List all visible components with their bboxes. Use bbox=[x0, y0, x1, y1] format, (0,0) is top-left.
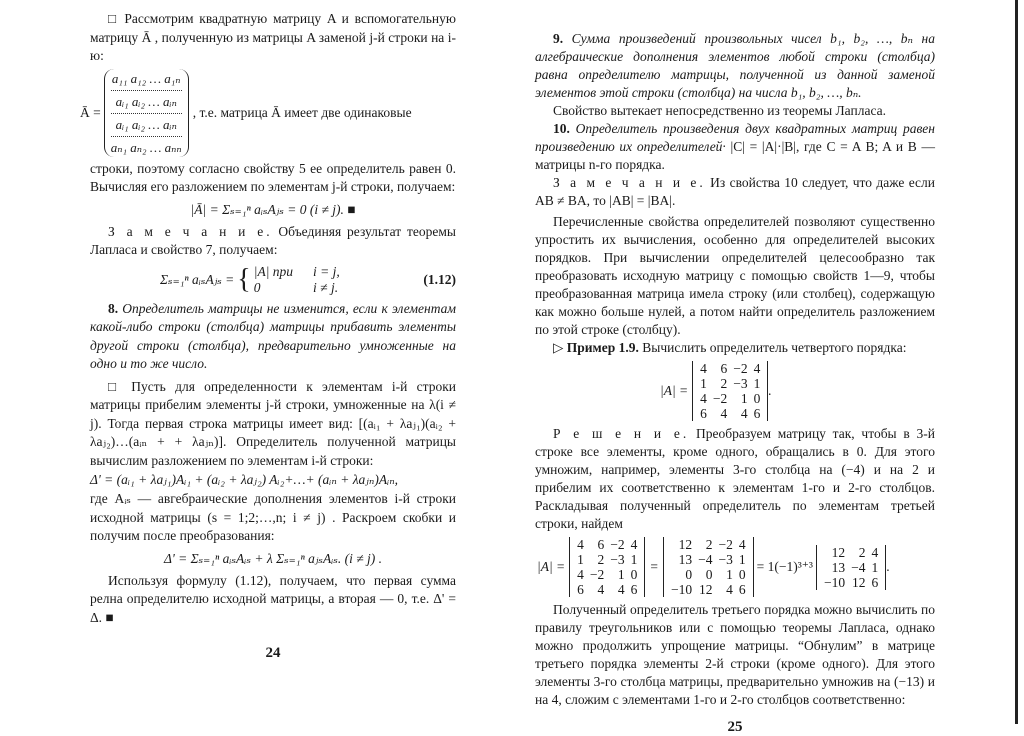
remark-paragraph bbox=[535, 174, 935, 210]
matrix-B bbox=[663, 537, 754, 597]
paragraph-simplification: Перечисленные свойства определителей позволяют существенно упростить их вычисления, особенно для определителей высоких порядков. При вычислении определителей целесообразно так преобразовать исходную матрицу с помощью свойств 1—9, чтобы преобразованная матрица имела строку (или столбец), содержащую как можно больше нулей, а потом найти определитель разложением по этой строке (столбцу). bbox=[535, 214, 935, 337]
matrix-cell: 1 bbox=[738, 552, 746, 567]
left-page bbox=[80, 10, 456, 662]
matrix-cell: 1 bbox=[726, 567, 733, 582]
matrix-row: aₙ₁ aₙ₂ … aₙₙ bbox=[110, 139, 182, 155]
determinant-A: |A| = 4 6 −2 4 1 2 −3 1 4 −2 1 0 6 4 4 6 . bbox=[660, 361, 772, 421]
property-8 bbox=[90, 300, 456, 374]
paragraph-conclusion: Используя формулу (1.12), получаем, что первая сумма релна определителю исходной матрицы, а вторая — 0, т.е. Δ' = Δ. ■ bbox=[90, 572, 456, 625]
matrix-cell: 1 bbox=[753, 376, 761, 391]
matrix-cell: 1 bbox=[577, 552, 584, 567]
matrix-cell: −10 bbox=[823, 574, 846, 590]
property-number: 10. bbox=[553, 121, 570, 136]
matrix-cell: 1 bbox=[630, 552, 638, 567]
cofactor-factor: = 1(−1)³⁺³ bbox=[756, 559, 813, 574]
matrix-cell: 13 bbox=[831, 559, 846, 575]
matrix-cell: 0 bbox=[738, 567, 746, 582]
matrix-cell: 0 bbox=[630, 567, 638, 582]
matrix-cell: 4 bbox=[700, 361, 707, 376]
matrix-note: , т.е. матрица Ā имеет две одинаковые bbox=[192, 104, 412, 120]
matrix-A bbox=[569, 537, 645, 597]
property-9 bbox=[535, 30, 935, 102]
formula-delta-prime: Δ' = (aᵢ₁ + λaⱼ₁)Aᵢ₁ + (aᵢ₂ + λaⱼ₂) Aᵢ₂+…+ (aᵢₙ + λaⱼₙ)Aᵢₙ, bbox=[90, 472, 399, 487]
example-text: Вычислить определитель четвертого порядка: bbox=[638, 340, 907, 355]
page-number: 25 bbox=[727, 719, 743, 735]
matrix-A bbox=[692, 361, 768, 421]
matrix-cell: 4 bbox=[617, 582, 625, 597]
matrix-cell: 1 bbox=[740, 391, 748, 406]
condition-1: i = j, bbox=[313, 263, 340, 279]
page-edge bbox=[1015, 0, 1018, 724]
matrix-cell: 6 bbox=[720, 361, 728, 376]
equals-sign: = bbox=[650, 559, 659, 574]
paragraph-cofactors: где Aᵢₛ — авгебраические дополнения элементов i-й строки исходной матрицы (s = 1;2;…,n; i ≠ j) . Раскроем скобки и получим после преобразования: bbox=[90, 491, 456, 543]
remark-label: З а м е ч а н и е. bbox=[553, 175, 706, 190]
matrix-cell: −2 bbox=[610, 537, 625, 552]
matrix-cell: 6 bbox=[738, 582, 746, 597]
case-1: |A| при bbox=[253, 263, 294, 279]
solution-paragraph bbox=[535, 425, 935, 533]
solution-equation: |A| = 4 6 −2 4 1 2 −3 1 4 −2 1 0 6 4 4 6 = 12 2 −2 4 13 −4 −3 1 0 0 1 0 −10 12 4 6 = 1(−1)³⁺³ 12 2 4 13 −4 1 −10 12 6 . bbox=[537, 537, 890, 597]
paragraph-rows-equal: строки, поэтому согласно свойству 5 ее определитель равен 0. Вычисляя его разложением по элементам j-й строки, получаем: bbox=[90, 160, 456, 194]
matrix-cell: 13 bbox=[678, 552, 693, 567]
matrix-cell: 0 bbox=[685, 567, 693, 582]
matrix-cell: −10 bbox=[671, 582, 693, 597]
matrix-row: aᵢ₁ aᵢ₂ … aᵢₙ bbox=[115, 93, 177, 109]
matrix-row: a₁₁ a₁₂ … a₁ₙ bbox=[111, 70, 181, 86]
matrix-cell: 12 bbox=[851, 574, 866, 590]
matrix-cell: 6 bbox=[753, 406, 761, 421]
matrix-cell: −4 bbox=[851, 559, 866, 575]
property-text: Сумма произведений произвольных чисел b₁, b₂, …, bₙ на алгебраические дополнения элементов любой строки (столбца) равна определителю матрицы, полученной из данной заменой элементов этой строки (столбца) на числа b₁, b₂, …, bₙ. bbox=[535, 31, 935, 100]
matrix-cell: 4 bbox=[753, 361, 761, 376]
matrix-cell: 12 bbox=[831, 544, 846, 560]
matrix-cell: 4 bbox=[726, 582, 733, 597]
formula-delta-sum: Δ' = Σₛ₌₁ⁿ aᵢₛAᵢₛ + λ Σₛ₌₁ⁿ aⱼₛAᵢₛ. (i ≠ j) . bbox=[163, 550, 383, 566]
matrix-C bbox=[816, 545, 886, 590]
matrix-cell: 0 bbox=[705, 567, 713, 582]
property-10 bbox=[535, 120, 935, 174]
matrix-cell: 2 bbox=[720, 376, 728, 391]
property-number: 9. bbox=[553, 31, 564, 46]
matrix-cell: 4 bbox=[577, 537, 584, 552]
auxiliary-matrix bbox=[104, 69, 189, 157]
page-number: 24 bbox=[265, 645, 281, 661]
formula-lhs: Σₛ₌₁ⁿ aᵢₛAⱼₛ = bbox=[160, 271, 235, 287]
matrix-cell: 2 bbox=[705, 537, 713, 552]
property-text: Определитель матрицы не изменится, если к элементам какой-либо строки (столбца) матрицы прибавить элементы другой строки (столбца), предварительно умноженные на одно и то же число. bbox=[90, 300, 456, 371]
triangle-marker-icon: ▷ bbox=[553, 340, 564, 355]
matrix-label: Ā = bbox=[80, 104, 101, 120]
matrix-cell: 6 bbox=[597, 537, 605, 552]
remark-paragraph bbox=[90, 223, 456, 260]
auxiliary-matrix-definition bbox=[80, 69, 456, 157]
paragraph-third-order: Полученный определитель третьего порядка можно вычислить по правилу треугольников или с помощью теоремы Лапласа, однако можно продолжить упрощение матрицы. “Обнулим” в матрице третьего порядка элементы 2-й строки (кроме одного). Для этого элементы 3-го столбца матрицы, предварительно умножив на (−13) и на 4, сложим с элементами 1-го и 2-го столбцов соответственно: bbox=[535, 602, 935, 707]
remark-label: З а м е ч а н и е. bbox=[108, 223, 273, 239]
matrix-cell: 12 bbox=[678, 537, 693, 552]
solution-text: Преобразуем матрицу так, чтобы в 3-й строке все элементы, кроме одного, обращались в 0. Для этого умножим, например, элементы 3-го столбца на (−4) и на 2 и прибелим их соответственно к элементам 1-го и 2-го столбцов. Раскладывая полученный определитель по элементам третьей строки, найдем bbox=[535, 426, 935, 531]
paragraph-intro: □ Рассмотрим квадратную матрицу A и вспомогательную матрицу Ā , полученную из матрицы A заменой j-й строки на i-ю: bbox=[90, 11, 456, 63]
matrix-cell: 2 bbox=[597, 552, 605, 567]
matrix-cell: −2 bbox=[712, 391, 728, 406]
matrix-cell: 6 bbox=[577, 582, 584, 597]
matrix-cell: 1 bbox=[617, 567, 625, 582]
formula-det-zero: |Ā| = Σₛ₌₁ⁿ aᵢₛAⱼₛ = 0 (i ≠ j). ■ bbox=[190, 201, 356, 217]
example-heading bbox=[535, 339, 935, 357]
matrix-cell: −2 bbox=[733, 361, 748, 376]
property-number: 8. bbox=[108, 300, 119, 316]
matrix-cell: 4 bbox=[630, 537, 638, 552]
matrix-cell: −2 bbox=[718, 537, 733, 552]
matrix-cell: 6 bbox=[630, 582, 638, 597]
property-tail: |C| = |A|·|B|, где C = A B; A и B — матрицы n-го порядка. bbox=[535, 139, 935, 172]
matrix-cell: 1 bbox=[871, 559, 879, 575]
matrix-cell: 4 bbox=[597, 582, 605, 597]
solution-label: Р е ш е н и е. bbox=[553, 426, 690, 441]
matrix-cell: 4 bbox=[700, 391, 707, 406]
matrix-cell: −4 bbox=[698, 552, 713, 567]
example-label: Пример 1.9. bbox=[566, 340, 639, 355]
matrix-cell: −3 bbox=[610, 552, 625, 567]
remark-text: Объединяя результат теоремы Лапласа и свойство 7, получаем: bbox=[90, 223, 456, 257]
matrix-cell: 4 bbox=[871, 544, 879, 560]
matrix-cell: 4 bbox=[720, 406, 728, 421]
equation-number: (1.12) bbox=[423, 271, 456, 287]
matrix-cell: −3 bbox=[718, 552, 733, 567]
paragraph-laplace: Свойство вытекает непосредственно из теоремы Лапласа. bbox=[553, 103, 886, 118]
case-2: 0 bbox=[253, 279, 261, 295]
matrix-cell: 2 bbox=[858, 544, 866, 560]
matrix-row: aᵢ₁ aᵢ₂ … aᵢₙ bbox=[115, 116, 177, 132]
matrix-cell: 4 bbox=[738, 537, 746, 552]
det-label: |A| = bbox=[537, 559, 566, 574]
remark-text: Из свойства 10 следует, что даже если AB ≠ BA, то |AB| = |BA|. bbox=[535, 175, 935, 208]
matrix-cell: 4 bbox=[577, 567, 584, 582]
right-page bbox=[535, 30, 935, 736]
proof-paragraph: □ Пусть для определенности к элементам i-й строки матрицы прибелим элементы j-й строки, умноженные на λ(i ≠ j). Тогда первая строка матрицы имеет вид: [(aᵢ₁ + λaⱼ₁)(aᵢ₂ + λaⱼ₂)…(aᵢₙ + + λaⱼₙ)]. Определитель полученной матрицы вычислим разложением по элементам i-й строки: bbox=[90, 378, 456, 468]
matrix-cell: 4 bbox=[740, 406, 748, 421]
det-label: |A| = bbox=[660, 383, 689, 398]
condition-2: i ≠ j. bbox=[313, 279, 339, 295]
matrix-cell: 6 bbox=[871, 574, 879, 590]
formula-1-12: Σₛ₌₁ⁿ aᵢₛAⱼₛ = { |A| при 0 i = j, i ≠ j. (1.12) bbox=[160, 263, 456, 295]
matrix-cell: −3 bbox=[733, 376, 748, 391]
matrix-cell: −2 bbox=[589, 567, 605, 582]
matrix-cell: 12 bbox=[699, 582, 713, 597]
property-text: Определитель произведения двух квадратных матриц равен произведению их определителей· bbox=[535, 121, 935, 154]
matrix-cell: 1 bbox=[700, 376, 707, 391]
matrix-cell: 6 bbox=[700, 406, 707, 421]
matrix-cell: 0 bbox=[753, 391, 761, 406]
